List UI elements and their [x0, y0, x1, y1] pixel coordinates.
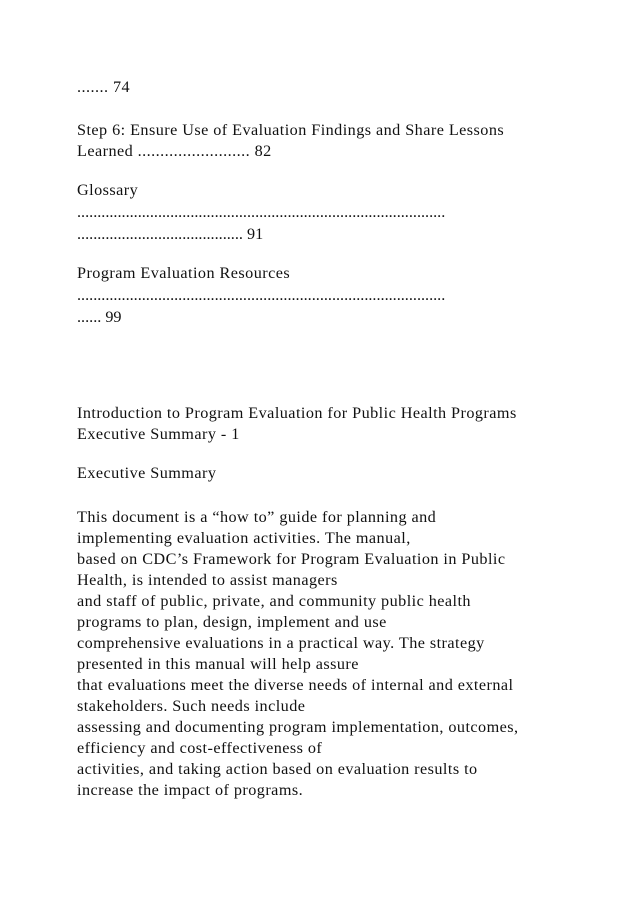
- body-line: that evaluations meet the diverse needs of internal and external: [77, 676, 514, 694]
- body-line: presented in this manual will help assure: [77, 655, 359, 673]
- body-line: stakeholders. Such needs include: [77, 697, 306, 715]
- toc-step6-line1: Step 6: Ensure Use of Evaluation Findings and Share Lessons: [77, 121, 505, 139]
- body-line: efficiency and cost-effectiveness of: [77, 739, 323, 757]
- toc-resources-page: ...... 99: [77, 308, 122, 326]
- toc-step6-line2: Learned ......................... 82: [77, 142, 272, 160]
- toc-resources-leader: ...........................................................................................: [77, 286, 446, 304]
- body-line: and staff of public, private, and community public health: [77, 592, 471, 610]
- running-header-page: Executive Summary - 1: [77, 425, 240, 443]
- toc-glossary-leader: ...........................................................................................: [77, 203, 446, 221]
- body-line: implementing evaluation activities. The manual,: [77, 529, 411, 547]
- body-line: activities, and taking action based on evaluation results to: [77, 760, 478, 778]
- section-title: Executive Summary: [77, 464, 217, 482]
- body-line: based on CDC’s Framework for Program Evaluation in Public: [77, 550, 506, 568]
- body-line: This document is a “how to” guide for planning and: [77, 508, 437, 526]
- body-line: increase the impact of programs.: [77, 781, 304, 799]
- body-line: assessing and documenting program implementation, outcomes,: [77, 718, 519, 736]
- toc-glossary-page: ......................................... 91: [77, 225, 264, 243]
- running-header-title: Introduction to Program Evaluation for Public Health Programs: [77, 404, 517, 422]
- body-line: programs to plan, design, implement and use: [77, 613, 387, 631]
- toc-resources-title: Program Evaluation Resources: [77, 264, 291, 282]
- toc-glossary-title: Glossary: [77, 181, 139, 199]
- body-line: comprehensive evaluations in a practical way. The strategy: [77, 634, 485, 652]
- toc-continued-page-number: ....... 74: [77, 78, 131, 96]
- body-line: Health, is intended to assist managers: [77, 571, 338, 589]
